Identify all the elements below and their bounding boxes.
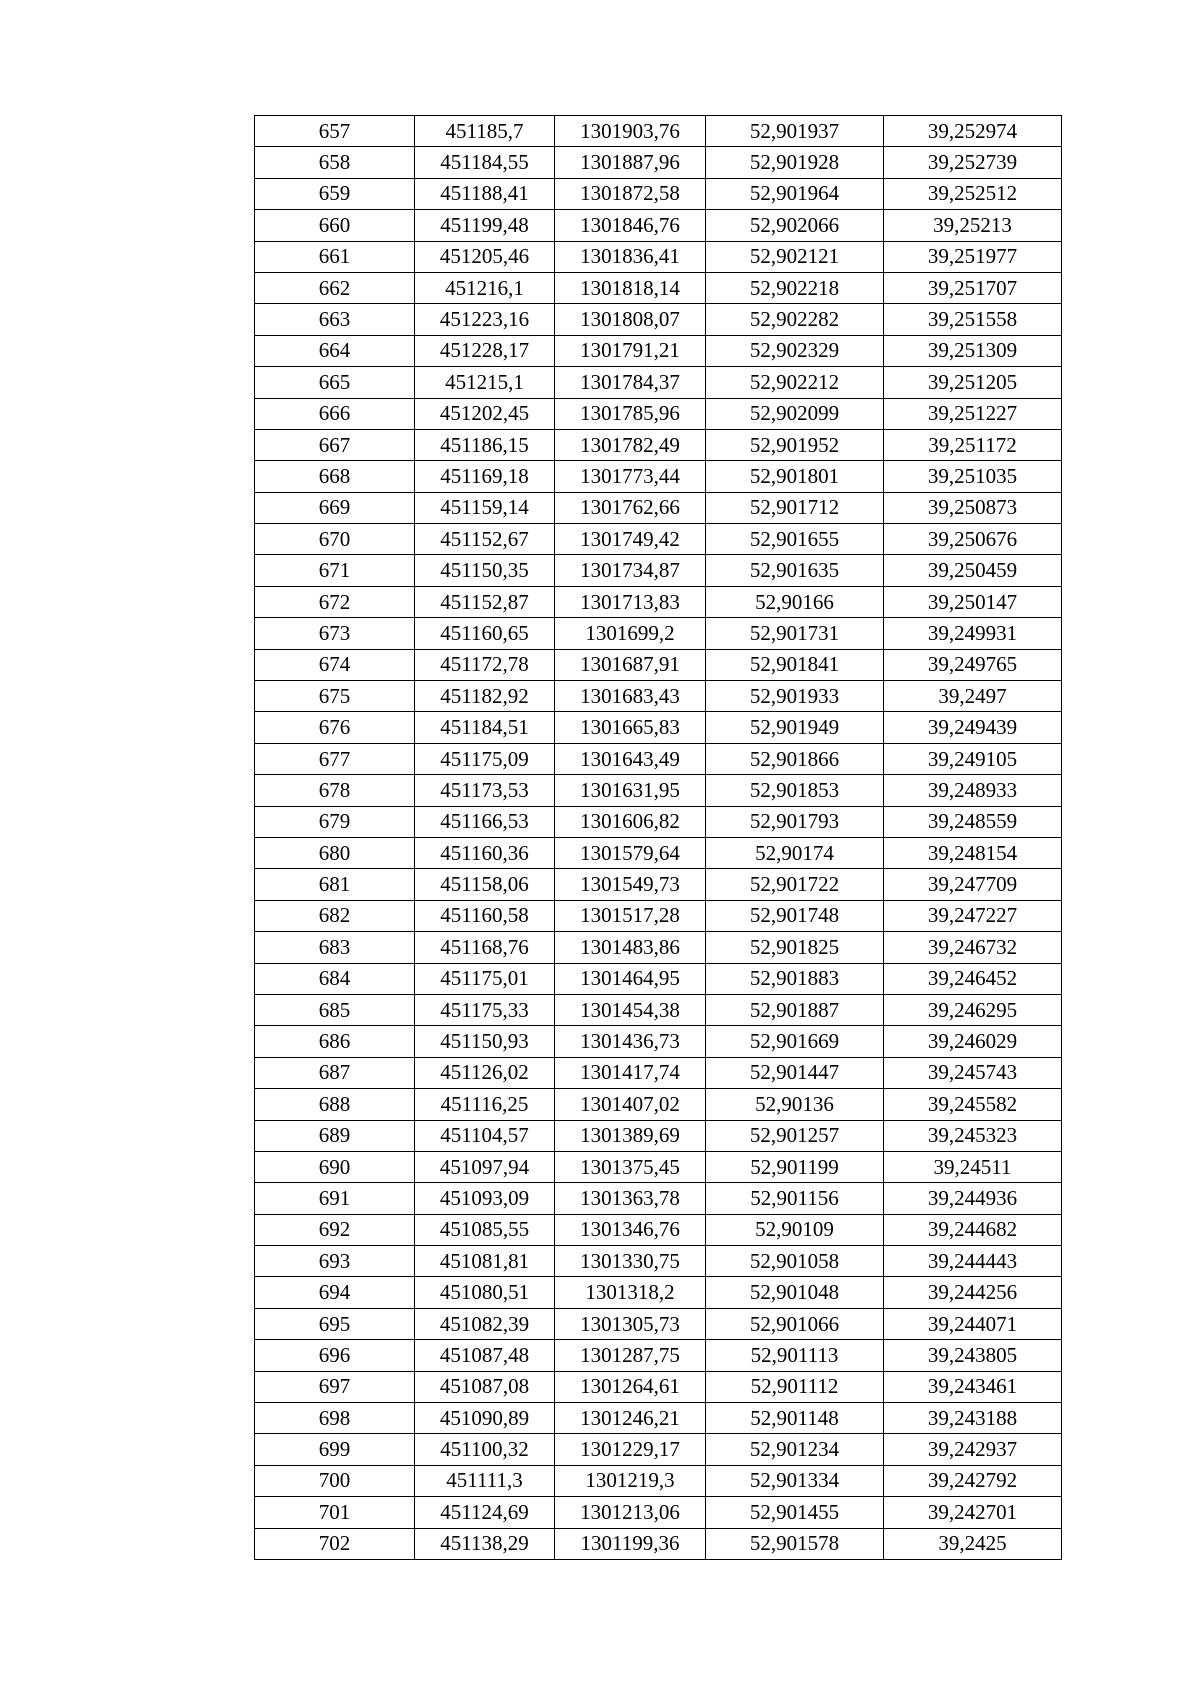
x-coordinate-cell: 451097,94 [415, 1151, 555, 1182]
x-coordinate-cell: 451175,01 [415, 963, 555, 994]
y-coordinate-cell: 1301606,82 [555, 806, 706, 837]
longitude-cell: 39,243461 [884, 1371, 1062, 1402]
latitude-cell: 52,90136 [706, 1089, 884, 1120]
latitude-cell: 52,901669 [706, 1026, 884, 1057]
latitude-cell: 52,901793 [706, 806, 884, 837]
latitude-cell: 52,901635 [706, 555, 884, 586]
y-coordinate-cell: 1301872,58 [555, 178, 706, 209]
latitude-cell: 52,901866 [706, 743, 884, 774]
table-row [255, 1340, 1062, 1371]
latitude-cell: 52,902066 [706, 210, 884, 241]
y-coordinate-cell: 1301346,76 [555, 1214, 706, 1245]
x-coordinate-cell: 451080,51 [415, 1277, 555, 1308]
point-number-cell: 683 [255, 932, 415, 963]
point-number-cell: 666 [255, 398, 415, 429]
x-coordinate-cell: 451085,55 [415, 1214, 555, 1245]
table-row [255, 1497, 1062, 1528]
longitude-cell: 39,24511 [884, 1151, 1062, 1182]
table-row [255, 1465, 1062, 1496]
point-number-cell: 685 [255, 994, 415, 1025]
y-coordinate-cell: 1301903,76 [555, 116, 706, 147]
point-number-cell: 662 [255, 272, 415, 303]
x-coordinate-cell: 451160,58 [415, 900, 555, 931]
point-number-cell: 699 [255, 1434, 415, 1465]
y-coordinate-cell: 1301683,43 [555, 681, 706, 712]
longitude-cell: 39,2425 [884, 1528, 1062, 1559]
y-coordinate-cell: 1301246,21 [555, 1403, 706, 1434]
longitude-cell: 39,249931 [884, 618, 1062, 649]
longitude-cell: 39,250676 [884, 524, 1062, 555]
latitude-cell: 52,902099 [706, 398, 884, 429]
y-coordinate-cell: 1301785,96 [555, 398, 706, 429]
y-coordinate-cell: 1301436,73 [555, 1026, 706, 1057]
latitude-cell: 52,901578 [706, 1528, 884, 1559]
table-row [255, 335, 1062, 366]
point-number-cell: 689 [255, 1120, 415, 1151]
y-coordinate-cell: 1301219,3 [555, 1465, 706, 1496]
point-number-cell: 676 [255, 712, 415, 743]
point-number-cell: 690 [255, 1151, 415, 1182]
x-coordinate-cell: 451087,08 [415, 1371, 555, 1402]
table-row [255, 1151, 1062, 1182]
table-row [255, 775, 1062, 806]
latitude-cell: 52,901887 [706, 994, 884, 1025]
y-coordinate-cell: 1301264,61 [555, 1371, 706, 1402]
y-coordinate-cell: 1301318,2 [555, 1277, 706, 1308]
x-coordinate-cell: 451182,92 [415, 681, 555, 712]
longitude-cell: 39,243805 [884, 1340, 1062, 1371]
latitude-cell: 52,901234 [706, 1434, 884, 1465]
point-number-cell: 664 [255, 335, 415, 366]
x-coordinate-cell: 451150,35 [415, 555, 555, 586]
x-coordinate-cell: 451202,45 [415, 398, 555, 429]
x-coordinate-cell: 451168,76 [415, 932, 555, 963]
table-row [255, 1528, 1062, 1559]
table-row [255, 963, 1062, 994]
x-coordinate-cell: 451186,15 [415, 429, 555, 460]
longitude-cell: 39,249105 [884, 743, 1062, 774]
coordinates-table [254, 115, 1062, 1560]
y-coordinate-cell: 1301464,95 [555, 963, 706, 994]
y-coordinate-cell: 1301782,49 [555, 429, 706, 460]
latitude-cell: 52,902329 [706, 335, 884, 366]
longitude-cell: 39,25213 [884, 210, 1062, 241]
table-row [255, 869, 1062, 900]
x-coordinate-cell: 451188,41 [415, 178, 555, 209]
y-coordinate-cell: 1301229,17 [555, 1434, 706, 1465]
point-number-cell: 678 [255, 775, 415, 806]
y-coordinate-cell: 1301791,21 [555, 335, 706, 366]
y-coordinate-cell: 1301818,14 [555, 272, 706, 303]
table-row [255, 712, 1062, 743]
latitude-cell: 52,901112 [706, 1371, 884, 1402]
longitude-cell: 39,249765 [884, 649, 1062, 680]
table-row [255, 1026, 1062, 1057]
point-number-cell: 670 [255, 524, 415, 555]
point-number-cell: 667 [255, 429, 415, 460]
longitude-cell: 39,246295 [884, 994, 1062, 1025]
longitude-cell: 39,244256 [884, 1277, 1062, 1308]
point-number-cell: 657 [255, 116, 415, 147]
latitude-cell: 52,90109 [706, 1214, 884, 1245]
y-coordinate-cell: 1301631,95 [555, 775, 706, 806]
y-coordinate-cell: 1301836,41 [555, 241, 706, 272]
y-coordinate-cell: 1301643,49 [555, 743, 706, 774]
x-coordinate-cell: 451160,36 [415, 837, 555, 868]
point-number-cell: 688 [255, 1089, 415, 1120]
latitude-cell: 52,901066 [706, 1308, 884, 1339]
longitude-cell: 39,251309 [884, 335, 1062, 366]
latitude-cell: 52,901257 [706, 1120, 884, 1151]
latitude-cell: 52,902212 [706, 367, 884, 398]
longitude-cell: 39,252512 [884, 178, 1062, 209]
latitude-cell: 52,901113 [706, 1340, 884, 1371]
longitude-cell: 39,252974 [884, 116, 1062, 147]
x-coordinate-cell: 451081,81 [415, 1246, 555, 1277]
point-number-cell: 665 [255, 367, 415, 398]
longitude-cell: 39,249439 [884, 712, 1062, 743]
point-number-cell: 694 [255, 1277, 415, 1308]
y-coordinate-cell: 1301417,74 [555, 1057, 706, 1088]
y-coordinate-cell: 1301665,83 [555, 712, 706, 743]
point-number-cell: 671 [255, 555, 415, 586]
table-row [255, 1434, 1062, 1465]
point-number-cell: 692 [255, 1214, 415, 1245]
y-coordinate-cell: 1301483,86 [555, 932, 706, 963]
table-row [255, 555, 1062, 586]
point-number-cell: 680 [255, 837, 415, 868]
x-coordinate-cell: 451152,87 [415, 586, 555, 617]
table-row [255, 1057, 1062, 1088]
table-row [255, 178, 1062, 209]
x-coordinate-cell: 451111,3 [415, 1465, 555, 1496]
point-number-cell: 684 [255, 963, 415, 994]
y-coordinate-cell: 1301734,87 [555, 555, 706, 586]
point-number-cell: 659 [255, 178, 415, 209]
y-coordinate-cell: 1301363,78 [555, 1183, 706, 1214]
x-coordinate-cell: 451216,1 [415, 272, 555, 303]
table-row [255, 147, 1062, 178]
latitude-cell: 52,901949 [706, 712, 884, 743]
point-number-cell: 697 [255, 1371, 415, 1402]
y-coordinate-cell: 1301407,02 [555, 1089, 706, 1120]
x-coordinate-cell: 451175,33 [415, 994, 555, 1025]
x-coordinate-cell: 451223,16 [415, 304, 555, 335]
longitude-cell: 39,245323 [884, 1120, 1062, 1151]
y-coordinate-cell: 1301375,45 [555, 1151, 706, 1182]
latitude-cell: 52,901334 [706, 1465, 884, 1496]
longitude-cell: 39,251227 [884, 398, 1062, 429]
x-coordinate-cell: 451160,65 [415, 618, 555, 649]
x-coordinate-cell: 451169,18 [415, 461, 555, 492]
point-number-cell: 696 [255, 1340, 415, 1371]
table-row [255, 272, 1062, 303]
y-coordinate-cell: 1301454,38 [555, 994, 706, 1025]
y-coordinate-cell: 1301199,36 [555, 1528, 706, 1559]
latitude-cell: 52,901712 [706, 492, 884, 523]
latitude-cell: 52,902282 [706, 304, 884, 335]
x-coordinate-cell: 451173,53 [415, 775, 555, 806]
point-number-cell: 669 [255, 492, 415, 523]
x-coordinate-cell: 451087,48 [415, 1340, 555, 1371]
table-row [255, 743, 1062, 774]
y-coordinate-cell: 1301549,73 [555, 869, 706, 900]
point-number-cell: 675 [255, 681, 415, 712]
longitude-cell: 39,250459 [884, 555, 1062, 586]
point-number-cell: 700 [255, 1465, 415, 1496]
table-row [255, 1183, 1062, 1214]
x-coordinate-cell: 451184,55 [415, 147, 555, 178]
table-row [255, 932, 1062, 963]
longitude-cell: 39,248933 [884, 775, 1062, 806]
longitude-cell: 39,247709 [884, 869, 1062, 900]
x-coordinate-cell: 451205,46 [415, 241, 555, 272]
y-coordinate-cell: 1301773,44 [555, 461, 706, 492]
y-coordinate-cell: 1301389,69 [555, 1120, 706, 1151]
table-row [255, 492, 1062, 523]
table-row [255, 649, 1062, 680]
table-row [255, 1089, 1062, 1120]
table-row [255, 806, 1062, 837]
longitude-cell: 39,250873 [884, 492, 1062, 523]
x-coordinate-cell: 451093,09 [415, 1183, 555, 1214]
x-coordinate-cell: 451116,25 [415, 1089, 555, 1120]
latitude-cell: 52,901825 [706, 932, 884, 963]
table-row [255, 1246, 1062, 1277]
latitude-cell: 52,901964 [706, 178, 884, 209]
y-coordinate-cell: 1301287,75 [555, 1340, 706, 1371]
point-number-cell: 698 [255, 1403, 415, 1434]
x-coordinate-cell: 451126,02 [415, 1057, 555, 1088]
longitude-cell: 39,244071 [884, 1308, 1062, 1339]
point-number-cell: 682 [255, 900, 415, 931]
table-row [255, 618, 1062, 649]
longitude-cell: 39,251172 [884, 429, 1062, 460]
y-coordinate-cell: 1301305,73 [555, 1308, 706, 1339]
table-row [255, 994, 1062, 1025]
table-row [255, 586, 1062, 617]
point-number-cell: 686 [255, 1026, 415, 1057]
latitude-cell: 52,901801 [706, 461, 884, 492]
latitude-cell: 52,902121 [706, 241, 884, 272]
latitude-cell: 52,901722 [706, 869, 884, 900]
x-coordinate-cell: 451138,29 [415, 1528, 555, 1559]
x-coordinate-cell: 451175,09 [415, 743, 555, 774]
latitude-cell: 52,901853 [706, 775, 884, 806]
latitude-cell: 52,901655 [706, 524, 884, 555]
latitude-cell: 52,901455 [706, 1497, 884, 1528]
point-number-cell: 693 [255, 1246, 415, 1277]
x-coordinate-cell: 451158,06 [415, 869, 555, 900]
longitude-cell: 39,246732 [884, 932, 1062, 963]
latitude-cell: 52,90166 [706, 586, 884, 617]
table-row [255, 1403, 1062, 1434]
longitude-cell: 39,242701 [884, 1497, 1062, 1528]
point-number-cell: 679 [255, 806, 415, 837]
longitude-cell: 39,245582 [884, 1089, 1062, 1120]
y-coordinate-cell: 1301749,42 [555, 524, 706, 555]
longitude-cell: 39,246452 [884, 963, 1062, 994]
table-row [255, 429, 1062, 460]
point-number-cell: 681 [255, 869, 415, 900]
table-row [255, 367, 1062, 398]
longitude-cell: 39,2497 [884, 681, 1062, 712]
x-coordinate-cell: 451184,51 [415, 712, 555, 743]
table-row [255, 241, 1062, 272]
point-number-cell: 658 [255, 147, 415, 178]
point-number-cell: 702 [255, 1528, 415, 1559]
latitude-cell: 52,901058 [706, 1246, 884, 1277]
x-coordinate-cell: 451082,39 [415, 1308, 555, 1339]
y-coordinate-cell: 1301846,76 [555, 210, 706, 241]
point-number-cell: 668 [255, 461, 415, 492]
y-coordinate-cell: 1301699,2 [555, 618, 706, 649]
x-coordinate-cell: 451100,32 [415, 1434, 555, 1465]
longitude-cell: 39,251977 [884, 241, 1062, 272]
table-row [255, 1371, 1062, 1402]
x-coordinate-cell: 451166,53 [415, 806, 555, 837]
y-coordinate-cell: 1301762,66 [555, 492, 706, 523]
table-row [255, 900, 1062, 931]
latitude-cell: 52,901883 [706, 963, 884, 994]
longitude-cell: 39,244443 [884, 1246, 1062, 1277]
y-coordinate-cell: 1301330,75 [555, 1246, 706, 1277]
point-number-cell: 677 [255, 743, 415, 774]
longitude-cell: 39,251707 [884, 272, 1062, 303]
y-coordinate-cell: 1301687,91 [555, 649, 706, 680]
table-row [255, 1308, 1062, 1339]
y-coordinate-cell: 1301887,96 [555, 147, 706, 178]
y-coordinate-cell: 1301713,83 [555, 586, 706, 617]
table-row [255, 210, 1062, 241]
table-row [255, 1277, 1062, 1308]
point-number-cell: 660 [255, 210, 415, 241]
point-number-cell: 672 [255, 586, 415, 617]
longitude-cell: 39,248559 [884, 806, 1062, 837]
longitude-cell: 39,246029 [884, 1026, 1062, 1057]
longitude-cell: 39,244936 [884, 1183, 1062, 1214]
table-row [255, 461, 1062, 492]
longitude-cell: 39,251558 [884, 304, 1062, 335]
longitude-cell: 39,245743 [884, 1057, 1062, 1088]
latitude-cell: 52,901731 [706, 618, 884, 649]
point-number-cell: 687 [255, 1057, 415, 1088]
y-coordinate-cell: 1301808,07 [555, 304, 706, 335]
x-coordinate-cell: 451172,78 [415, 649, 555, 680]
table-row [255, 398, 1062, 429]
latitude-cell: 52,901148 [706, 1403, 884, 1434]
latitude-cell: 52,901841 [706, 649, 884, 680]
point-number-cell: 673 [255, 618, 415, 649]
latitude-cell: 52,901447 [706, 1057, 884, 1088]
latitude-cell: 52,901928 [706, 147, 884, 178]
longitude-cell: 39,247227 [884, 900, 1062, 931]
latitude-cell: 52,901048 [706, 1277, 884, 1308]
x-coordinate-cell: 451104,57 [415, 1120, 555, 1151]
x-coordinate-cell: 451199,48 [415, 210, 555, 241]
latitude-cell: 52,901937 [706, 116, 884, 147]
y-coordinate-cell: 1301579,64 [555, 837, 706, 868]
longitude-cell: 39,252739 [884, 147, 1062, 178]
point-number-cell: 663 [255, 304, 415, 335]
x-coordinate-cell: 451150,93 [415, 1026, 555, 1057]
point-number-cell: 674 [255, 649, 415, 680]
point-number-cell: 691 [255, 1183, 415, 1214]
point-number-cell: 695 [255, 1308, 415, 1339]
longitude-cell: 39,242792 [884, 1465, 1062, 1496]
table-row [255, 304, 1062, 335]
table-row [255, 837, 1062, 868]
longitude-cell: 39,248154 [884, 837, 1062, 868]
table-row [255, 1214, 1062, 1245]
table-row [255, 524, 1062, 555]
y-coordinate-cell: 1301784,37 [555, 367, 706, 398]
latitude-cell: 52,902218 [706, 272, 884, 303]
table-row [255, 116, 1062, 147]
longitude-cell: 39,244682 [884, 1214, 1062, 1245]
x-coordinate-cell: 451152,67 [415, 524, 555, 555]
latitude-cell: 52,901748 [706, 900, 884, 931]
x-coordinate-cell: 451215,1 [415, 367, 555, 398]
y-coordinate-cell: 1301213,06 [555, 1497, 706, 1528]
longitude-cell: 39,243188 [884, 1403, 1062, 1434]
latitude-cell: 52,901952 [706, 429, 884, 460]
x-coordinate-cell: 451124,69 [415, 1497, 555, 1528]
x-coordinate-cell: 451159,14 [415, 492, 555, 523]
point-number-cell: 661 [255, 241, 415, 272]
longitude-cell: 39,242937 [884, 1434, 1062, 1465]
latitude-cell: 52,901199 [706, 1151, 884, 1182]
x-coordinate-cell: 451228,17 [415, 335, 555, 366]
x-coordinate-cell: 451090,89 [415, 1403, 555, 1434]
longitude-cell: 39,250147 [884, 586, 1062, 617]
table-row [255, 1120, 1062, 1151]
y-coordinate-cell: 1301517,28 [555, 900, 706, 931]
coordinates-table-body [255, 116, 1062, 1560]
point-number-cell: 701 [255, 1497, 415, 1528]
longitude-cell: 39,251205 [884, 367, 1062, 398]
table-row [255, 681, 1062, 712]
latitude-cell: 52,90174 [706, 837, 884, 868]
latitude-cell: 52,901156 [706, 1183, 884, 1214]
longitude-cell: 39,251035 [884, 461, 1062, 492]
latitude-cell: 52,901933 [706, 681, 884, 712]
x-coordinate-cell: 451185,7 [415, 116, 555, 147]
